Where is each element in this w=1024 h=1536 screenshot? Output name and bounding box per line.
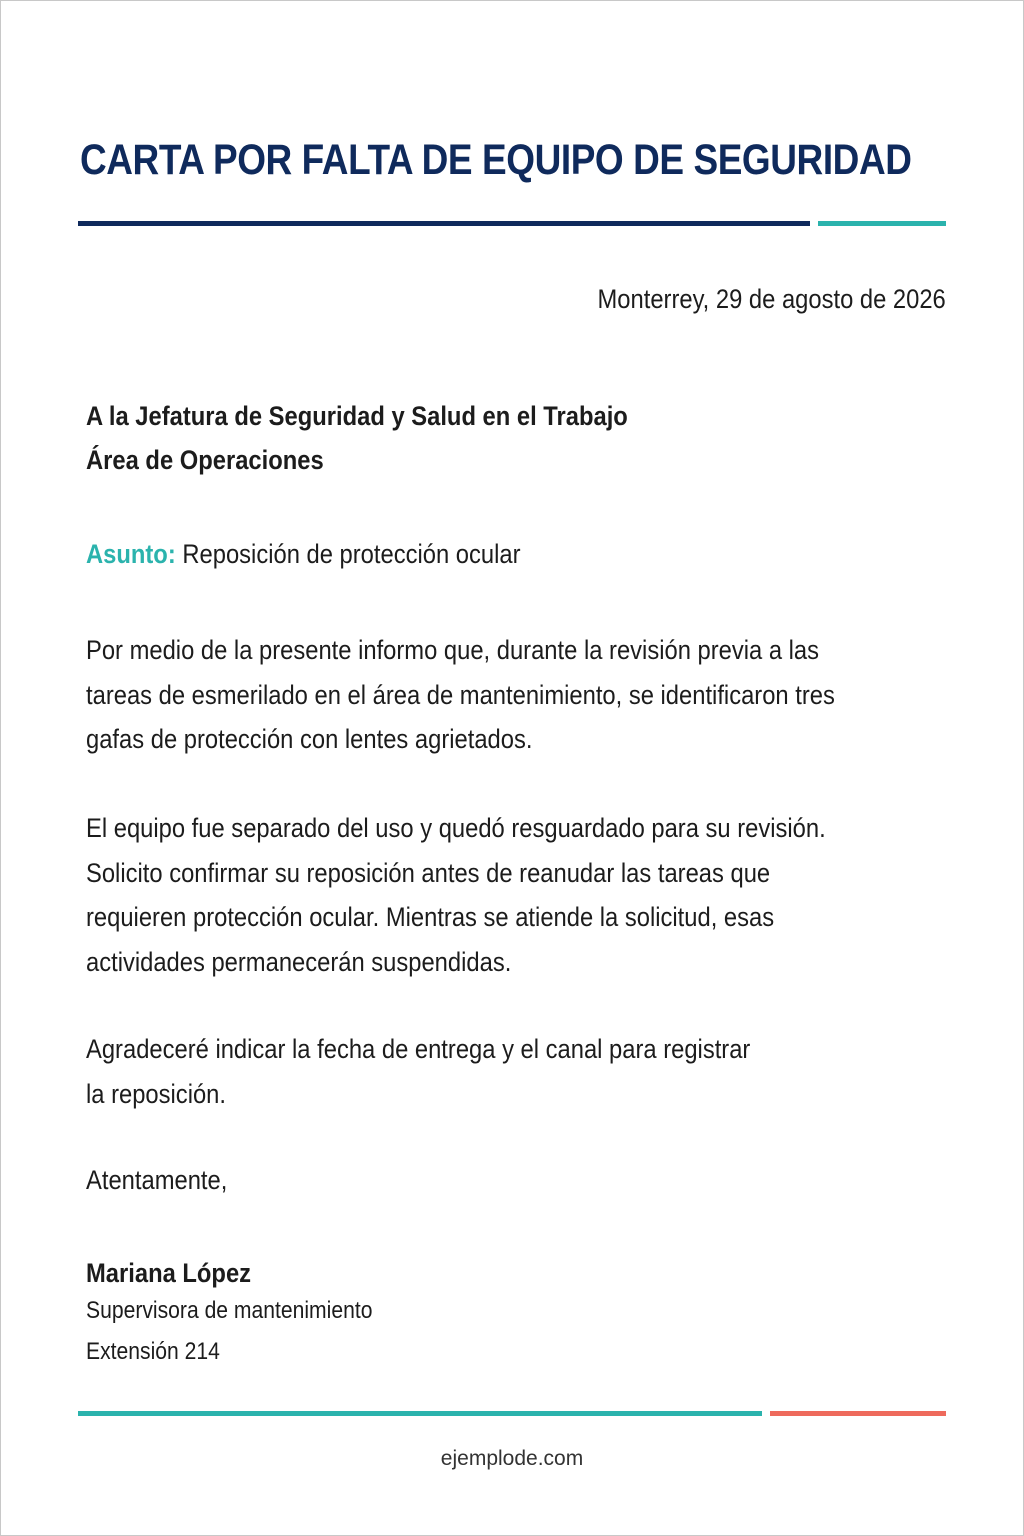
paragraph-line: requieren protección ocular. Mientras se atiende la solicitud, esas (86, 902, 775, 932)
top-divider-navy (78, 221, 810, 226)
top-divider-teal (818, 221, 946, 226)
date-line: Monterrey, 29 de agosto de 2026 (597, 284, 946, 314)
closing-salutation: Atentamente, (86, 1165, 228, 1195)
paragraph-line: Agradeceré indicar la fecha de entrega y el canal para registrar (86, 1034, 751, 1064)
body-paragraph-3 (86, 1027, 878, 1116)
subject-text: Reposición de protección ocular (182, 539, 521, 569)
paragraph-line: tareas de esmerilado en el área de mantenimiento, se identificaron tres (86, 679, 835, 710)
paragraph-line: Solicito confirmar su reposición antes de reanudar las tareas que (86, 857, 771, 888)
paragraph-line: actividades permanecerán suspendidas. (86, 946, 512, 977)
paragraph-line: la reposición. (86, 1078, 227, 1109)
body-paragraph-1 (86, 628, 878, 762)
bottom-divider-teal (78, 1411, 762, 1416)
signer-name: Mariana López (86, 1258, 252, 1288)
subject-label: Asunto: (86, 539, 176, 569)
paragraph-line: Por medio de la presente informo que, durante la revisión previa a las (86, 635, 820, 665)
bottom-divider-coral (770, 1411, 946, 1416)
subject-line (86, 534, 520, 574)
paragraph-line: El equipo fue separado del uso y quedó resguardado para su revisión. (86, 813, 826, 843)
paragraph-line: gafas de protección con lentes agrietados. (86, 724, 533, 754)
signer-extension: Extensión 214 (86, 1338, 220, 1365)
document-title: CARTA POR FALTA DE EQUIPO DE SEGURIDAD (80, 136, 912, 184)
signer-role: Supervisora de mantenimiento (86, 1297, 373, 1324)
recipient-line-2: Área de Operaciones (86, 445, 324, 475)
recipient-block (86, 394, 628, 482)
recipient-line-1: A la Jefatura de Seguridad y Salud en el Trabajo (86, 401, 628, 431)
body-paragraph-2 (86, 806, 878, 984)
footer-website: ejemplode.com (440, 1447, 584, 1470)
